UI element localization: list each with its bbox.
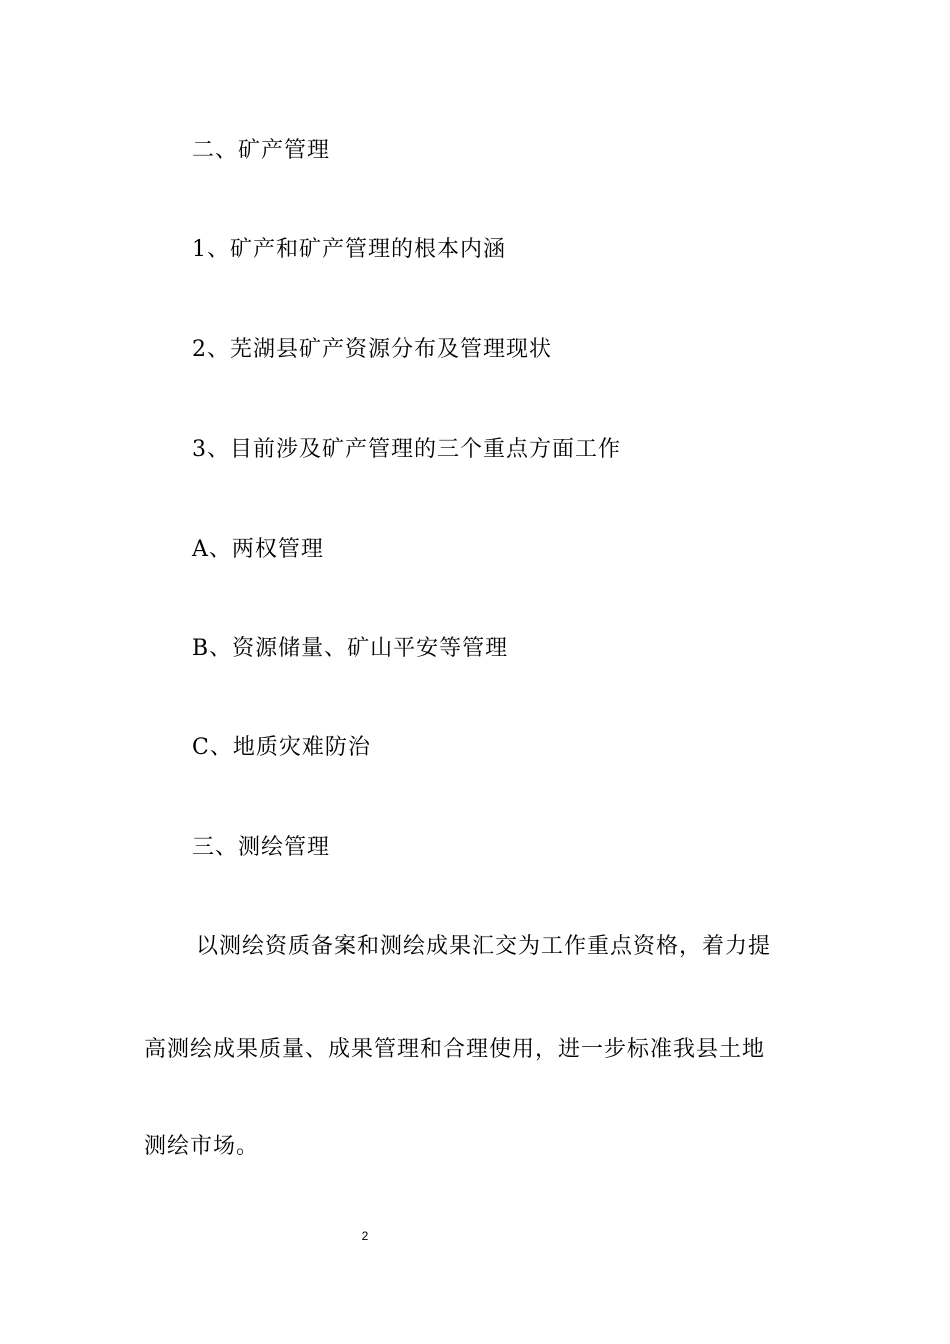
item-a-two-rights: A、两权管理 xyxy=(192,537,324,562)
section-heading-surveying-management: 三、测绘管理 xyxy=(192,835,331,860)
item-c-geohazard: C、地质灾难防治 xyxy=(192,735,371,760)
paragraph-line-2: 高测绘成果质量、成果管理和合理使用，进一步标准我县土地 xyxy=(144,1037,766,1062)
section-heading-mineral-management: 二、矿产管理 xyxy=(192,138,331,163)
subheading-three-key-tasks: 3、目前涉及矿产管理的三个重点方面工作 xyxy=(192,437,621,462)
item-b-reserves-safety: B、资源储量、矿山平安等管理 xyxy=(192,636,509,661)
subheading-wuhu-resources: 2、芜湖县矿产资源分布及管理现状 xyxy=(192,337,552,362)
paragraph-line-1: 以测绘资质备案和测绘成果汇交为工作重点资格，着力提 xyxy=(196,934,772,959)
paragraph-line-3: 测绘市场。 xyxy=(144,1134,260,1159)
page-number: 2 xyxy=(361,1229,369,1243)
subheading-mineral-connotation: 1、矿产和矿产管理的根本内涵 xyxy=(192,237,506,262)
